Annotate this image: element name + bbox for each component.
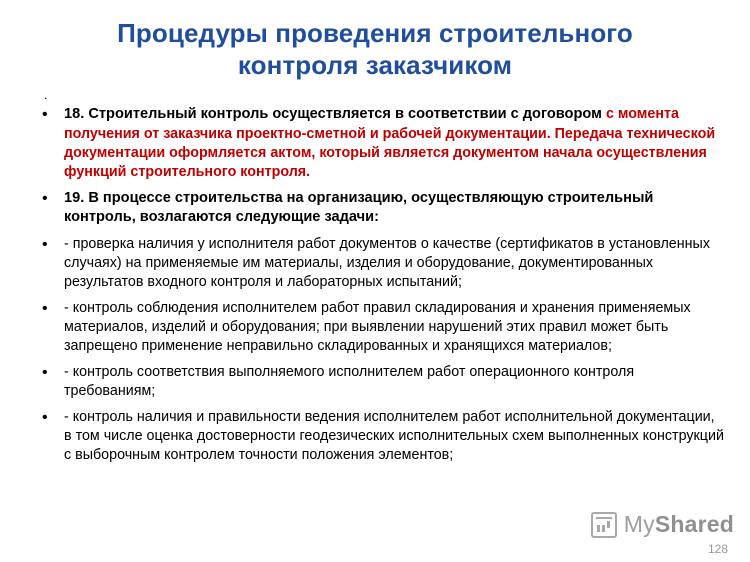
item-d-text: - контроль наличия и правильности ведения исполнителем работ исполнительной документации, в том числе оценка достоверности геодезических исполнительных схем выполненных конструкций с выборочным контролем точности положения элементов; xyxy=(64,408,724,463)
item-b-text: - контроль соблюдения исполнителем работ правил складирования и хранения применяемых материалов, изделий и оборудования; при выявлении нарушений этих правил может быть запрещено применение неправильно складированных и хранящихся материалов; xyxy=(64,299,691,354)
item-19-text: 19. В процессе строительства на организацию, осуществляющую строительный контроль, возлагаются следующие задачи: xyxy=(64,189,654,226)
list-item xyxy=(30,363,724,401)
title-line-2: контроля заказчиком xyxy=(237,49,513,80)
bullet-list xyxy=(30,105,724,464)
slide-content xyxy=(0,85,750,464)
watermark-text-bold: Shared xyxy=(654,511,734,537)
title-line-1: Процедуры проведения строительного xyxy=(117,18,633,48)
myshared-watermark xyxy=(591,511,734,538)
list-item xyxy=(30,299,724,356)
leading-marker: . xyxy=(44,87,48,103)
item-18-black: 18. Строительный контроль осуществляется в соответствии с договором xyxy=(64,106,606,123)
title-block xyxy=(0,0,750,85)
watermark-text xyxy=(624,511,734,538)
item-c-text: - контроль соответствия выполняемого исполнителем работ операционного контроля требованиям; xyxy=(64,363,635,399)
page-title xyxy=(34,18,716,81)
watermark-text-light: My xyxy=(623,511,655,537)
list-item xyxy=(30,235,724,292)
page-number: 128 xyxy=(707,542,728,556)
presentation-chart-icon xyxy=(591,512,617,538)
list-item xyxy=(30,105,724,181)
list-item xyxy=(30,408,724,465)
list-item xyxy=(30,189,724,228)
item-a-text: - проверка наличия у исполнителя работ документов о качестве (сертификатов в установленных случаях) на применяемые им материалы, изделия и оборудование, документированных результатов входного контроля и лабораторных испытаний; xyxy=(64,235,710,290)
item-18-red: с момента получения от заказчика проектно-сметной и рабочей документации. Передача технической документации оформляется актом, который является документом начала осуществления функций строительного контроля. xyxy=(64,106,716,180)
